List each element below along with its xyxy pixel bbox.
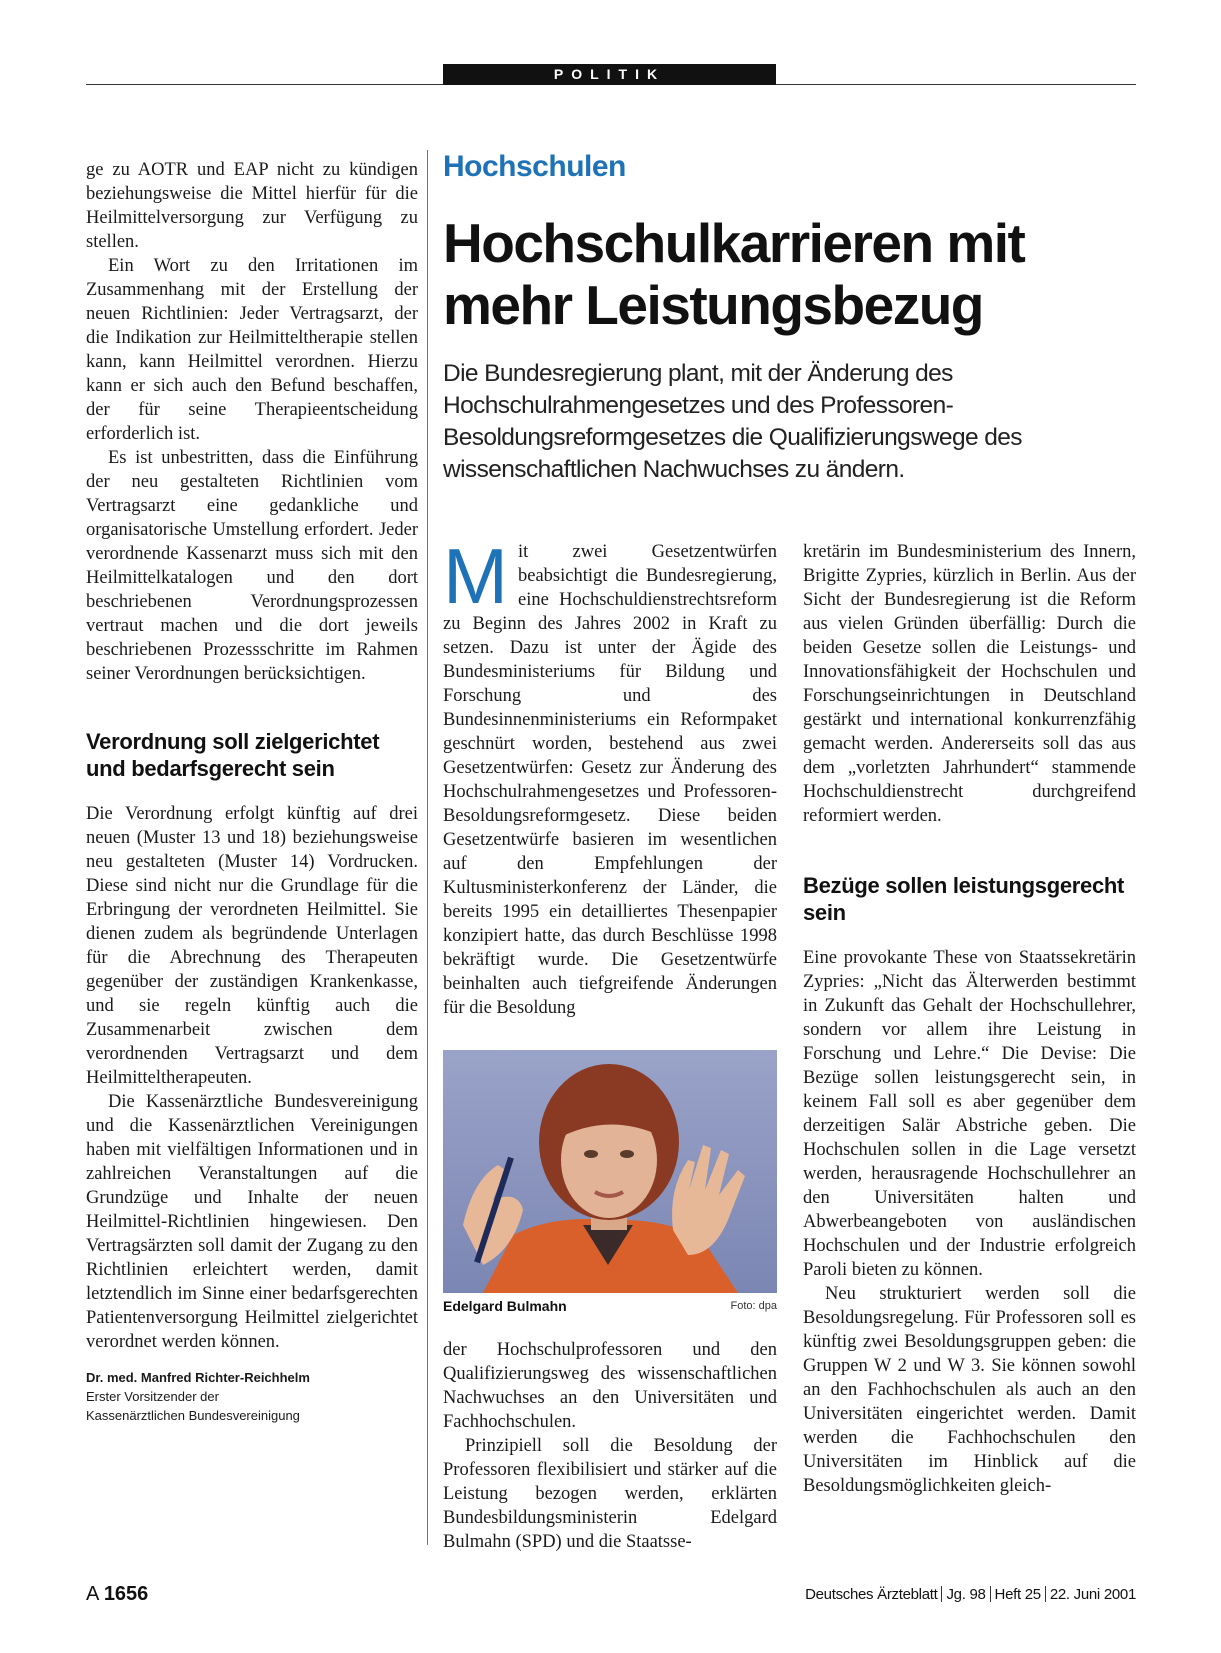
subheading: Bezüge sollen leistungsgerecht sein [803,873,1125,925]
journal-issue: Heft 25 [994,1586,1041,1603]
headline-line-2: mehr Leistungsbezug [443,274,983,336]
paragraph: Prinzipiell soll die Besoldung der Professoren flexibilisiert und stärker auf die Leistung bezogen werden, erklärten Bundesbildungsministerin Edelgard Bulmahn (SPD) und die Staatsse- [443,1436,777,1552]
column-divider [427,150,428,1545]
journal-name: Deutsches Ärzteblatt [805,1586,938,1603]
separator [1045,1586,1046,1602]
page-number-value: 1656 [103,1583,149,1605]
article-column-2-continued [443,1338,777,1554]
left-column [86,158,418,1425]
paragraph: Die Verordnung erfolgt künftig auf drei neuen (Muster 13 und 18) beziehungsweise neu gestalteten (Muster 14) Vordrucken. Diese sind nicht nur die Grundlage für die Erbringung der verordneten Heilmittel. Sie dienen zudem als begründende Unterlagen für die Abrechnung des Therapeuten gegenüber der zuständigen Krankenkasse, und sie regeln künftig auch die Zusammenarbeit zwischen dem verordnenden Vertragsarzt und dem Heilmitteltherapeuten. [86,804,418,1088]
page-number [86,1583,148,1606]
paragraph: Die Kassenärztliche Bundesvereinigung und die Kassenärztlichen Vereinigungen haben mit vielfältigen Informationen und in zahlreichen Veranstaltungen auf die Grundzüge und Inhalte der neuen Heilmittel-Richtlinien hingewiesen. Den Vertragsärzten soll damit der Zugang zu den Richtlinien erleichtert werden, damit letztendlich im Sinne einer bedarfsgerechten Patientenversorgung Heilmittel zielgerichtet verordnet werden können. [86,1092,418,1352]
drop-cap: M [443,532,508,620]
separator [990,1586,991,1602]
paragraph: ge zu AOTR und EAP nicht zu kündigen beziehungsweise die Mittel hierfür für die Heilmittelversorgung zur Verfügung zu stellen. [86,160,418,252]
article-column-3 [803,540,1136,1498]
paragraph: Es ist unbestritten, dass die Einführung der neu gestalteten Richtlinien vom Vertragsarzt eine gedankliche und organisatorische Umstellung erfordert. Jeder verordnende Kassenarzt muss sich mit den Heilmittelkatalogen und den dort beschriebenen Verordnungsprozessen vertraut machen und die dort jeweils beschriebenen Prozessschritte im Rahmen seiner Verordnungen berücksichtigen. [86,448,418,684]
author-organization: Kassenärztlichen Bundesvereinigung [86,1408,300,1423]
journal-volume: Jg. 98 [946,1586,986,1603]
article-lead: Die Bundesregierung plant, mit der Änderung des Hochschulrahmengesetzes und des Professoren-Besoldungsreformgesetzes die Qualifizierungswege des wissenschaftlichen Nachwuchses zu ändern. [443,360,1022,483]
photo-caption: Edelgard Bulmahn [443,1298,567,1314]
paragraph-text: it zwei Gesetzentwürfen beabsichtigt die Bundesregierung, eine Hochschuldienstrechtsreform zu Beginn des Jahres 2002 in Kraft zu setzen. Dazu ist unter der Ägide des Bundesministeriums für Bildung und Forschung und des Bundesinnenministeriums ein Reformpaket geschnürt worden, bestehend aus zwei Gesetzentwürfen: Gesetz zur Änderung des Hochschulrahmengesetzes und Professoren-Besoldungsreformgesetz. Diese beiden Gesetzentwürfe basieren im wesentlichen auf den Empfehlungen der Kultusministerkonferenz der Länder, die bereits 1995 ein detailliertes Thesenpapier konzipiert hatte, das durch Beschlüsse 1998 bekräftigt wurde. Die Gesetzentwürfe beinhalten auch tiefgreifende Änderungen für die Besoldung [443,542,777,1018]
journal-date: 22. Juni 2001 [1049,1586,1136,1603]
photo-credit: Foto: dpa [730,1300,777,1312]
paragraph: Neu strukturiert werden soll die Besoldungsregelung. Für Professoren soll es künftig zwei Besoldungsgruppen geben: die Gruppen W 2 und W 3. Sie können sowohl an den Fachhochschulen als auch an den Universitäten eingerichtet werden. Damit werden die Fachhochschulen den Universitäten im Hinblick auf die Besoldungsmöglichkeiten gleich- [803,1284,1136,1496]
author-role: Erster Vorsitzender der [86,1389,219,1404]
article-kicker: Hochschulen [443,150,626,183]
article-column-2 [443,532,777,1020]
article-headline [443,212,1143,336]
paragraph [443,532,777,1020]
paragraph: der Hochschulprofessoren und den Qualifizierungsweg des wissenschaftlichen Nachwuchses an den Universitäten und Fachhochschulen. [443,1340,777,1432]
subheading: Verordnung soll zielgerichtet und bedarfsgerecht sein [86,729,380,781]
paragraph: Eine provokante These von Staatssekretärin Zypries: „Nicht das Älterwerden bestimmt in Zukunft das Gehalt der Hochschullehrer, sondern vor allem ihre Leistung in Forschung und Lehre.“ Die Devise: Die Bezüge sollen leistungsgerecht sein, in keinem Fall soll es aber gegenüber dem derzeitigen Salär Abstriche geben. Die Hochschulen sollen in die Lage versetzt werden, herausragende Hochschullehrer an den Universitäten halten und Abwerbeangeboten von ausländischen Hochschulen und der Industrie erfolgreich Paroli bieten zu können. [803,948,1136,1280]
author-name: Dr. med. Manfred Richter-Reichhelm [86,1370,310,1385]
paragraph: kretärin im Bundesministerium des Innern, Brigitte Zypries, kürzlich in Berlin. Aus der Sicht der Bundesregierung ist die Reform aus vielen Gründen überfällig: Durch die beiden Gesetze sollen die Leistungs- und Innovationsfähigkeit der Hochschulen und Forschungseinrichtungen in Deutschland gestärkt und international konkurrenzfähig gemacht werden. Andererseits soll das aus dem „vorletzten Jahrhundert“ stammende Hochschuldienstrecht durchgreifend reformiert werden. [803,542,1136,826]
page-prefix: A [86,1583,99,1605]
author-signature [86,1368,418,1425]
headline-line-1: Hochschulkarrieren mit [443,212,1025,274]
journal-info [760,1586,1136,1603]
portrait-photo [443,1050,777,1293]
paragraph: Ein Wort zu den Irritationen im Zusammenhang mit der Erstellung der neuen Richtlinien: Jeder Vertragsarzt, der die Indikation zur Heilmitteltherapie stellen kann, kann Heilmittel verordnen. Hierzu kann er sich auch den Befund beschaffen, der für seine Therapieentscheidung erforderlich ist. [86,256,418,444]
section-label: POLITIK [443,64,776,85]
separator [941,1586,942,1602]
photo-illustration [443,1050,777,1293]
